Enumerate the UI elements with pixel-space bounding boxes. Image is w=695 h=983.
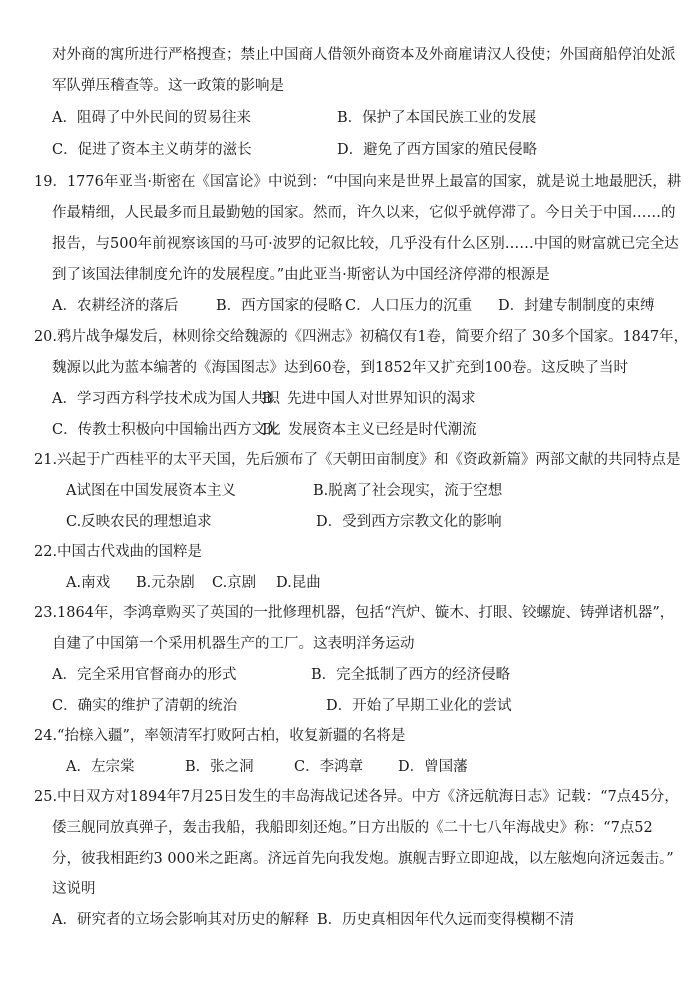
q22-option-c[interactable]: C.京剧: [212, 575, 257, 591]
q25-stem-line-4: 这说明: [52, 881, 96, 897]
q21-option-b[interactable]: B.脱离了社会现实，流于空想: [313, 483, 503, 499]
q19-stem-line-3: 报告，与500年前视察该国的马可·波罗的记叙比较，几乎没有什么区别……中国的财富就已完全达: [52, 236, 679, 252]
q24-option-c[interactable]: C．李鸿章: [294, 759, 364, 775]
q24-option-b[interactable]: B．张之洞: [185, 759, 254, 775]
q21-option-d[interactable]: D．受到西方宗教文化的影响: [316, 514, 502, 530]
q19-stem-line-1: 19．1776年亚当·斯密在《国富论》中说到：“中国向来是世界上最富的国家，就是说土地最肥沃，耕: [34, 174, 682, 190]
q19-option-b[interactable]: B．西方国家的侵略: [216, 298, 343, 314]
q24-option-a[interactable]: A．左宗棠: [66, 759, 135, 775]
q18-option-b[interactable]: B．保护了本国民族工业的发展: [337, 110, 537, 126]
q23-stem-line-2: 自建了中国第一个采用机器生产的工厂。这表明洋务运动: [52, 636, 415, 652]
q20-option-c[interactable]: C．传教士积极向中国输出西方文化: [52, 422, 281, 438]
q18-option-c[interactable]: C．促进了资本主义萌芽的滋长: [52, 142, 252, 158]
q19-option-d[interactable]: D．封建专制制度的束缚: [498, 298, 655, 314]
q18-stem-line-1: 对外商的寓所进行严格搜查；禁止中国商人借领外商资本及外商雇请汉人役使；外国商船停泊处派: [52, 47, 676, 63]
q19-stem-line-4: 到了该国法律制度允许的发展程度。”由此亚当·斯密认为中国经济停滞的根源是: [52, 267, 550, 283]
q19-option-c[interactable]: C．人口压力的沉重: [345, 298, 473, 314]
q22-option-b[interactable]: B.元杂剧: [136, 575, 195, 591]
q22-stem-line-1: 22.中国古代戏曲的国粹是: [34, 544, 203, 560]
q18-stem-line-2: 军队弹压稽查等。这一政策的影响是: [52, 78, 284, 94]
q25-stem-line-2: 倭三舰同放真弹子，轰击我船，我船即刻还炮。”日方出版的《二十七八年海战史》称：“7点52: [52, 820, 653, 836]
q19-stem-line-2: 作最精细，人民最多而且最勤勉的国家。然而，许久以来，它似乎就停滞了。今日关于中国……的: [52, 205, 676, 221]
q22-option-d[interactable]: D.昆曲: [276, 575, 321, 591]
q20-option-d[interactable]: D．发展资本主义已经是时代潮流: [262, 422, 477, 438]
q21-option-c[interactable]: C.反映农民的理想追求: [66, 514, 212, 530]
q25-option-a[interactable]: A．研究者的立场会影响其对历史的解释: [52, 912, 309, 928]
q23-option-b[interactable]: B．完全抵制了西方的经济侵略: [311, 667, 511, 683]
q18-option-a[interactable]: A．阻碍了中外民间的贸易往来: [52, 110, 251, 126]
q19-option-a[interactable]: A．农耕经济的落后: [52, 298, 179, 314]
q25-stem-line-3: 分，彼我相距约3 000米之距离。济远首先向我发炮。旗舰吉野立即迎战，以左舷炮向济远轰击。”: [52, 851, 674, 867]
q25-option-b[interactable]: B．历史真相因年代久远而变得模糊不清: [317, 912, 575, 928]
q20-option-b[interactable]: B．先进中国人对世界知识的渴求: [262, 391, 476, 407]
q21-option-a[interactable]: A试图在中国发展资本主义: [66, 483, 236, 499]
q22-option-a[interactable]: A.南戏: [66, 575, 111, 591]
q20-stem-line-2: 魏源以此为蓝本编著的《海国图志》达到60卷，到1852年又扩充到100卷。这反映了当时: [52, 360, 629, 376]
q20-stem-line-1: 20.鸦片战争爆发后，林则徐交给魏源的《四洲志》初稿仅有1卷，简要介绍了 30多个国家。1847年，: [34, 329, 689, 345]
q21-stem-line-1: 21.兴起于广西桂平的太平天国，先后颁布了《天朝田亩制度》和《资政新篇》两部文献的共同特点是: [34, 452, 681, 468]
q25-stem-line-1: 25.中日双方对1894年7月25日发生的丰岛海战记述各异。中方《济远航海日志》记载：“7点45分，: [34, 789, 679, 805]
q24-option-d[interactable]: D．曾国藩: [398, 759, 468, 775]
q23-option-c[interactable]: C．确实的维护了清朝的统治: [52, 698, 238, 714]
q24-stem-line-1: 24.“抬榇入疆”，率领清军打败阿古柏，收复新疆的名将是: [34, 728, 406, 744]
q23-option-d[interactable]: D．开始了早期工业化的尝试: [326, 698, 512, 714]
q20-option-a[interactable]: A．学习西方科学技术成为国人共识: [52, 391, 280, 407]
q18-option-d[interactable]: D．避免了西方国家的殖民侵略: [337, 142, 538, 158]
q23-stem-line-1: 23.1864年，李鸿章购买了英国的一批修理机器，包括“汽炉、镟木、打眼、铰螺旋、铸弹诸机器”，: [34, 605, 675, 621]
q23-option-a[interactable]: A．完全采用官督商办的形式: [52, 667, 237, 683]
